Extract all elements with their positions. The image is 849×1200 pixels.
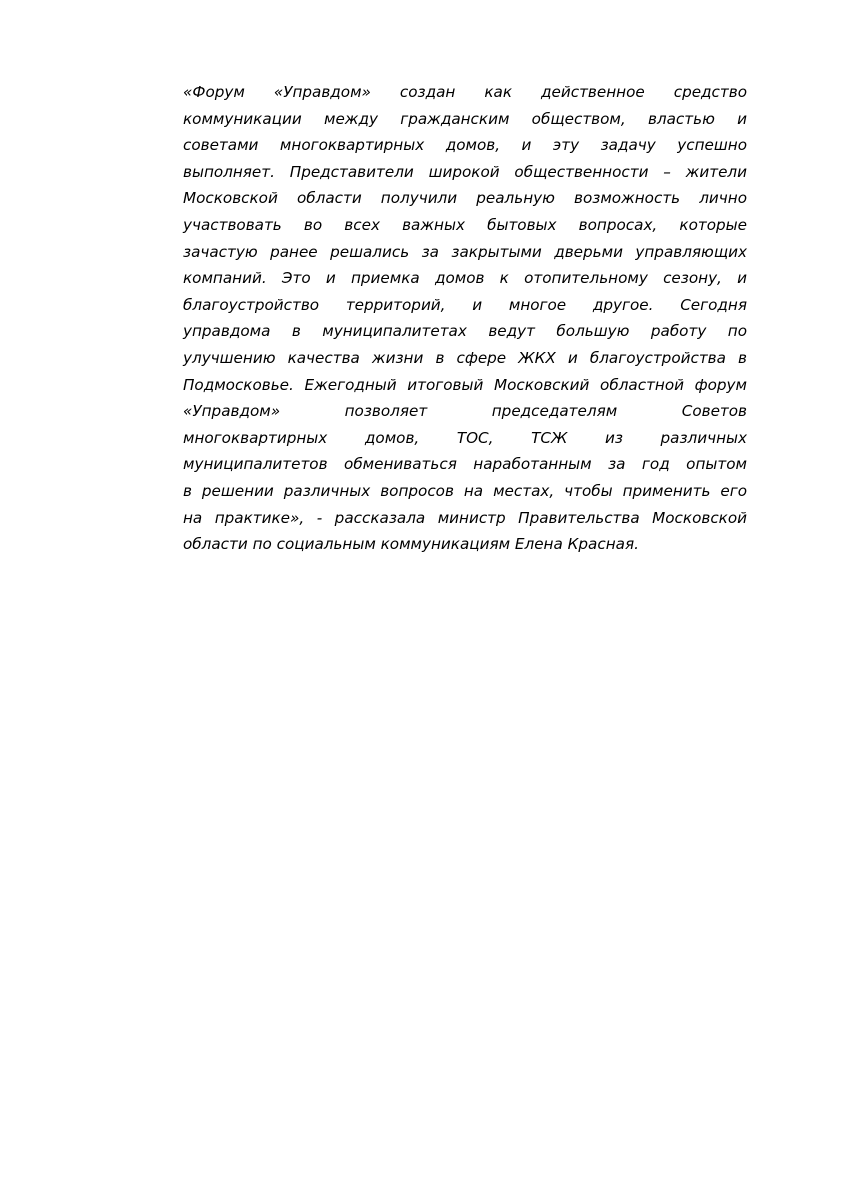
paragraph-line: «Управдом» позволяет председателям Советов <box>183 402 747 421</box>
paragraph-line: многоквартирных домов, ТОС, ТСЖ из различных <box>183 428 747 447</box>
paragraph-line: советами многоквартирных домов, и эту задачу успешно <box>183 136 747 155</box>
paragraph-line: компаний. Это и приемка домов к отопительному сезону, и <box>183 269 747 288</box>
paragraph-line: выполняет. Представители широкой общественности – жители <box>183 162 747 181</box>
paragraph-line: зачастую ранее решались за закрытыми дверьми управляющих <box>183 242 747 261</box>
paragraph-line: в решении различных вопросов на местах, чтобы применить его <box>183 481 747 500</box>
paragraph-line: улучшению качества жизни в сфере ЖКХ и благоустройства в <box>183 348 747 367</box>
paragraph-line: Подмосковье. Ежегодный итоговый Московский областной форум <box>183 375 747 394</box>
paragraph-line: муниципалитетов обмениваться наработанным за год опытом <box>183 455 747 474</box>
paragraph-line: «Форум «Управдом» создан как действенное средство <box>183 83 747 101</box>
paragraph-line: области по социальным коммуникациям Елена Красная. <box>183 535 639 554</box>
paragraph-line: управдома в муниципалитетах ведут большую работу по <box>183 322 747 341</box>
paragraph-line: участвовать во всех важных бытовых вопросах, которые <box>183 215 747 234</box>
quote-paragraph <box>183 79 747 558</box>
paragraph-line: благоустройство территорий, и многое другое. Сегодня <box>183 295 747 314</box>
paragraph-line: на практике», - рассказала министр Правительства Московской <box>183 508 747 527</box>
paragraph-line: Московской области получили реальную возможность лично <box>183 189 747 208</box>
paragraph-line: коммуникации между гражданским обществом, властью и <box>183 109 747 128</box>
